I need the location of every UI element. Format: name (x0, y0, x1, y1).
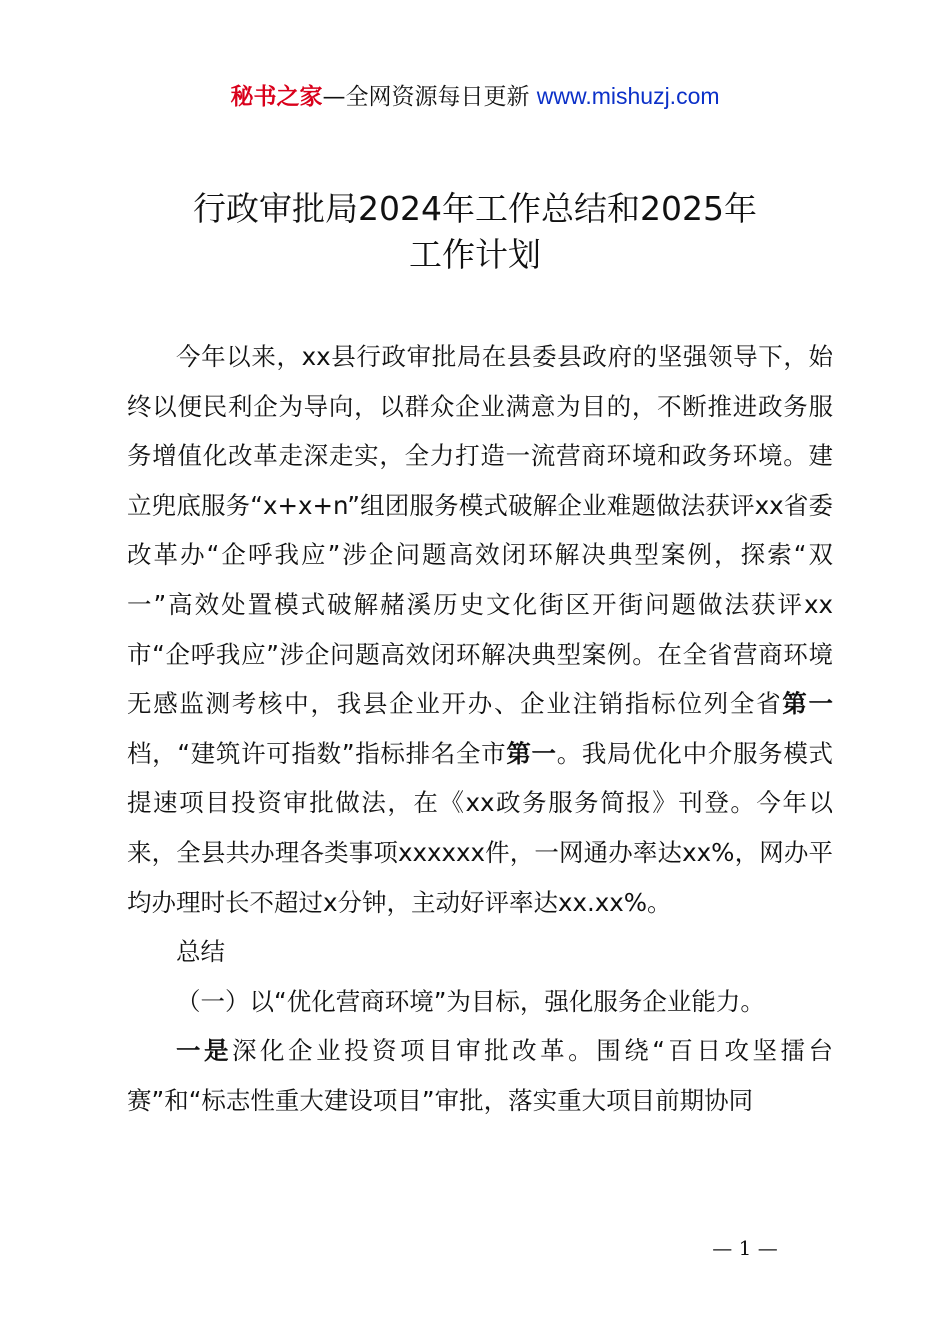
document-body (127, 332, 833, 1126)
intro-text-2: 档，“建筑许可指数”指标排名全市 (127, 738, 507, 768)
site-url-link[interactable]: www.mishuzj.com (536, 83, 720, 109)
intro-paragraph (127, 332, 833, 927)
item-1-text: 深化企业投资项目审批改革。围绕“百日攻坚擂台赛”和“标志性重大建设项目”审批，落实重大项目前期协同 (127, 1036, 833, 1115)
site-tagline: —全网资源每日更新 (322, 84, 537, 110)
intro-text-3: 。我局优化中介服务模式提速项目投资审批做法，在《xx政务服务简报》刊登。今年以来，全县共办理各类事项xxxxxx件，一网通办率达xx%，网办平均办理时长不超过x分钟，主动好评率达xx.xx%。 (127, 738, 834, 917)
section-1-heading: （一）以“优化营商环境”为目标，强化服务企业能力。 (176, 986, 765, 1016)
site-brand: 秘书之家 (230, 84, 323, 110)
site-header (0, 80, 950, 113)
item-1-lead: 一是 (176, 1036, 233, 1066)
item-1-paragraph (127, 1026, 833, 1125)
document-title (0, 186, 950, 278)
summary-heading: 总结 (176, 937, 225, 967)
document-title-line-1: 行政审批局2024年工作总结和2025年 (193, 189, 757, 228)
intro-bold-2: 第一 (506, 738, 557, 768)
intro-bold-1: 第一 (782, 689, 834, 719)
page-number: — 1 — (712, 1236, 778, 1260)
intro-text-1: 今年以来，xx县行政审批局在县委县政府的坚强领导下，始终以便民利企为导向，以群众企业满意为目的，不断推进政务服务增值化改革走深走实，全力打造一流营商环境和政务环境。建立兜底服务“x+x+n”组团服务模式破解企业难题做法获评xx省委改革办“企呼我应”涉企问题高效闭环解决典型案例，探索“双一”高效处置模式破解赭溪历史文化街区开街问题做法获评xx市“企呼我应”涉企问题高效闭环解决典型案例。在全省营商环境无感监测考核中，我县企业开办、企业注销指标位列全省 (127, 342, 833, 719)
document-title-line-2: 工作计划 (409, 235, 541, 274)
